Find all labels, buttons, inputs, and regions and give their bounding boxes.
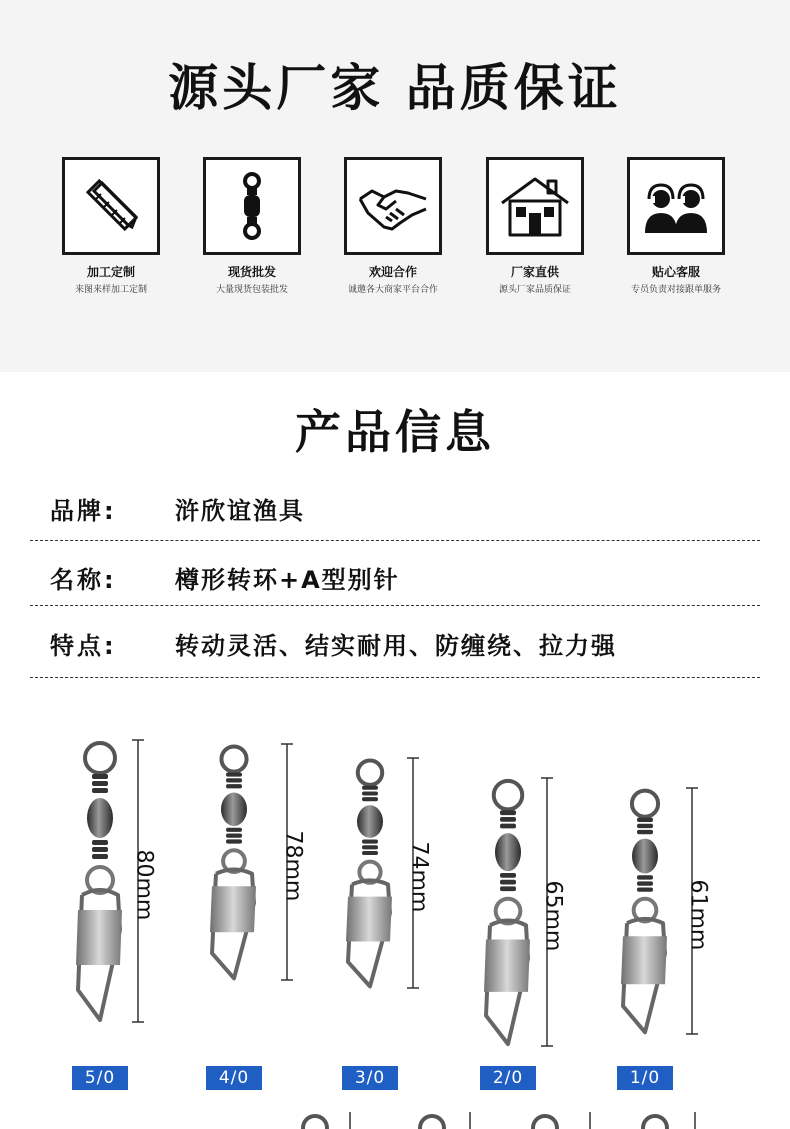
coil: [226, 828, 242, 832]
feature-icon-box: [627, 157, 725, 255]
feature-icon-box: [344, 157, 442, 255]
feature-icon-box: [486, 157, 584, 255]
info-row-features: [30, 612, 760, 672]
feature-cooperate: [323, 157, 463, 295]
divider: [30, 605, 760, 606]
coil: [92, 854, 108, 859]
feature-icon-box: [62, 157, 160, 255]
top-ring: [85, 743, 115, 773]
coil: [362, 786, 378, 790]
length-label: 61mm: [685, 879, 711, 951]
size-badge: 5/0: [72, 1066, 128, 1090]
snap-sleeve: [210, 886, 256, 932]
coil: [92, 840, 108, 845]
coil: [637, 818, 653, 822]
coil: [92, 847, 108, 852]
feature-subtitle: 源头厂家品质保证: [498, 285, 571, 295]
coil: [637, 875, 653, 879]
coil: [500, 880, 516, 885]
pencil-ruler-icon: [74, 169, 148, 243]
top-ring: [632, 791, 658, 817]
barrel: [87, 798, 113, 838]
partial-ring: [303, 1116, 327, 1129]
coil: [226, 834, 242, 838]
barrel: [357, 805, 383, 838]
barrel: [495, 833, 521, 871]
coil: [637, 824, 653, 828]
feature-support: [606, 157, 746, 295]
swivel-icon: [215, 169, 289, 243]
info-key: 名称:: [50, 566, 117, 594]
coil: [226, 778, 242, 782]
coil: [92, 774, 108, 779]
top-ring: [358, 760, 382, 784]
page-headline: 源头厂家 品质保证: [168, 59, 622, 117]
coil: [362, 797, 378, 801]
feature-subtitle: 来图来样加工定制: [74, 285, 147, 295]
info-value: 樽形转环+A型别针: [175, 566, 400, 594]
top-ring: [221, 747, 246, 772]
size-badge: 3/0: [342, 1066, 398, 1090]
coil: [637, 887, 653, 891]
size-badge: 4/0: [206, 1066, 262, 1090]
length-label: 74mm: [406, 841, 432, 913]
coil: [226, 772, 242, 776]
coil: [362, 791, 378, 795]
length-label: 78mm: [280, 830, 306, 902]
snap-sleeve: [484, 940, 530, 992]
feature-wholesale: [182, 157, 322, 295]
partial-ring: [420, 1116, 444, 1129]
coil: [92, 788, 108, 793]
feature-title: 贴心客服: [651, 265, 700, 279]
coil: [500, 810, 516, 815]
snap-sleeve: [76, 910, 122, 965]
info-value: 转动灵活、结实耐用、防缠绕、拉力强: [175, 632, 617, 660]
feature-factory: [465, 157, 605, 295]
feature-subtitle: 大量现货包装批发: [215, 285, 288, 295]
divider: [30, 540, 760, 541]
coil: [362, 845, 378, 849]
product-size-gallery: [0, 700, 790, 1129]
coil: [226, 839, 242, 843]
length-label: 80mm: [131, 849, 157, 921]
coil: [500, 817, 516, 822]
swivel-snap-drawings: [0, 700, 790, 1129]
size-badge: 1/0: [617, 1066, 673, 1090]
coil: [362, 840, 378, 844]
handshake-icon: [356, 169, 430, 243]
barrel: [221, 793, 247, 826]
coil: [500, 873, 516, 878]
coil: [637, 830, 653, 834]
feature-title: 现货批发: [227, 265, 276, 279]
partial-ring: [533, 1116, 557, 1129]
coil: [500, 886, 516, 891]
coil: [92, 781, 108, 786]
partial-ring: [643, 1116, 667, 1129]
barrel: [632, 839, 658, 874]
feature-title: 加工定制: [86, 265, 135, 279]
info-section-title: 产品信息: [295, 405, 495, 459]
feature-title: 厂家直供: [510, 265, 559, 279]
info-key: 特点:: [50, 632, 117, 660]
info-row-name: [30, 546, 760, 606]
size-badge: 2/0: [480, 1066, 536, 1090]
top-ring: [494, 781, 523, 810]
coil: [637, 881, 653, 885]
info-key: 品牌:: [50, 497, 117, 525]
snap-sleeve: [346, 897, 392, 942]
house-icon: [498, 169, 572, 243]
info-value: 浒欣谊渔具: [175, 497, 305, 525]
coil: [500, 824, 516, 829]
headset-support-icon: [639, 169, 713, 243]
info-row-brand: [30, 477, 760, 537]
feature-custom: [41, 157, 181, 295]
feature-icon-box: [203, 157, 301, 255]
feature-subtitle: 诚邀各大商家平台合作: [347, 285, 438, 295]
length-label: 65mm: [540, 880, 566, 952]
divider: [30, 677, 760, 678]
coil: [226, 784, 242, 788]
feature-subtitle: 专员负责对接跟单服务: [630, 285, 721, 295]
coil: [362, 851, 378, 855]
feature-title: 欢迎合作: [368, 265, 417, 279]
snap-sleeve: [621, 936, 667, 984]
